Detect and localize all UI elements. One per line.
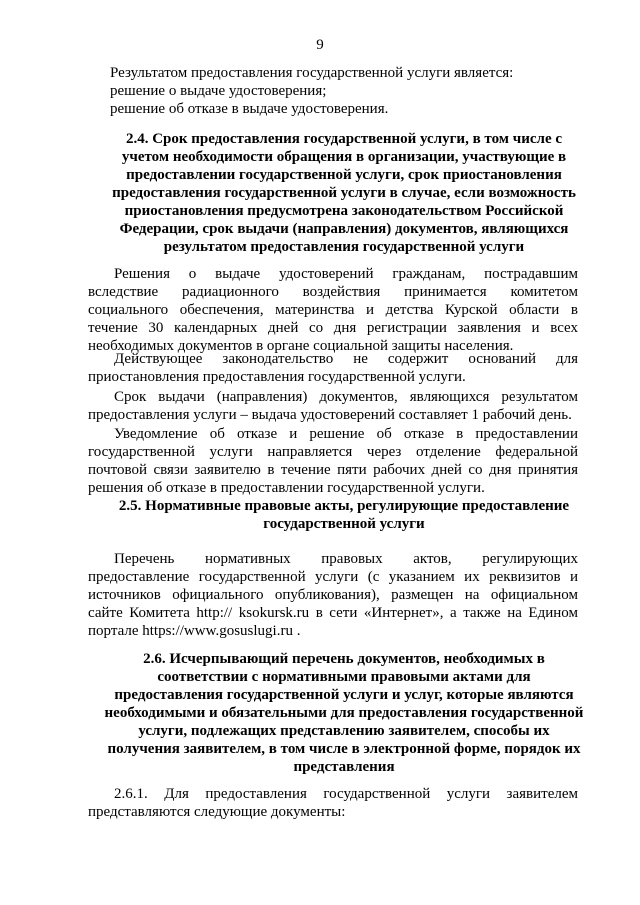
heading-line: предоставления государственной услуги и услуг, которые являются: [114, 687, 574, 703]
heading-line: 2.6. Исчерпывающий перечень документов, необходимых в: [143, 651, 545, 667]
heading-line: приостановления предусмотрена законодательством Российской: [124, 203, 564, 219]
heading-line: Федерации, срок выдачи (направления) документов, являющихся: [119, 221, 569, 237]
intro-line: решение об отказе в выдаче удостоверения.: [110, 101, 389, 117]
page-number: 9: [316, 37, 324, 53]
heading-line: необходимыми и обязательными для предоставления государственной: [104, 705, 584, 721]
paragraph-line: сайте Комитета http:// ksokursk.ru в сети «Интернет», а также на Едином: [88, 605, 578, 621]
heading-line: предоставления государственной услуги в случае, если возможность: [112, 185, 576, 201]
paragraph-line: необходимых документов в органе социальной защиты населения.: [88, 338, 514, 354]
paragraph-line: предоставление государственной услуги (с указанием их реквизитов и: [88, 569, 578, 585]
heading-line: получения заявителем, в том числе в электронной форме, порядок их: [107, 741, 581, 757]
paragraph-line: вследствие радиационного воздействия принимается комитетом: [88, 284, 578, 300]
paragraph-line: решения об отказе в предоставлении государственной услуги.: [88, 480, 485, 496]
paragraph-line: приостановления предоставления государственной услуги.: [88, 369, 466, 385]
paragraph-line: почтовой связи заявителю в течение пяти рабочих дней со дня принятия: [88, 462, 578, 478]
intro-block: [110, 64, 578, 118]
paragraph-line: 2.6.1. Для предоставления государственной услуги заявителем: [114, 786, 578, 802]
intro-line: Результатом предоставления государственной услуги является:: [110, 65, 514, 81]
paragraph-line: социального обеспечения, материнства и детства Курской области в: [88, 302, 578, 318]
paragraph-line: предоставления услуги – выдача удостоверений составляет 1 рабочий день.: [88, 407, 572, 423]
paragraph-line: портале https://www.gosuslugi.ru .: [88, 623, 301, 639]
section-2-4-para-3: [88, 388, 578, 424]
paragraph-line: Перечень нормативных правовых актов, регулирующих: [114, 551, 578, 567]
paragraph-line: государственной услуги направляется через отделение федеральной: [88, 444, 578, 460]
heading-line: учетом необходимости обращения в организации, участвующие в: [121, 149, 567, 165]
paragraph-line: течение 30 календарных дней со дня регистрации заявления и всех: [88, 320, 578, 336]
heading-line: предоставлении государственной услуги, срок приостановления: [126, 167, 562, 183]
heading-line: услуги, подлежащих представлению заявителем, способы их: [138, 723, 550, 739]
paragraph-line: представляются следующие документы:: [88, 804, 346, 820]
heading-line: 2.5. Нормативные правовые акты, регулирующие предоставление: [118, 498, 570, 514]
section-2-4-para-1: [88, 265, 578, 355]
section-2-5-heading: [100, 497, 588, 533]
heading-line: государственной услуги: [263, 516, 425, 532]
section-2-4-heading: [100, 130, 588, 256]
paragraph-line: Действующее законодательство не содержит оснований для: [114, 351, 578, 367]
heading-line: представления: [293, 759, 395, 775]
section-2-6-heading: [100, 650, 588, 776]
section-2-4-para-4: [88, 425, 578, 497]
heading-line: 2.4. Срок предоставления государственной услуги, в том числе с: [125, 131, 563, 147]
paragraph-line: источников официального опубликования), размещен на официальном: [88, 587, 578, 603]
intro-line: решение о выдаче удостоверения;: [110, 83, 327, 99]
section-2-5-para-1: [88, 550, 578, 640]
paragraph-line: Решения о выдаче удостоверений гражданам, пострадавшим: [114, 266, 578, 282]
heading-line: результатом предоставления государственной услуги: [163, 239, 525, 255]
section-2-4-para-2: [88, 350, 578, 386]
heading-line: соответствии с нормативными правовыми актами для: [157, 669, 531, 685]
section-2-6-para-1: [88, 785, 578, 821]
paragraph-line: Уведомление об отказе и решение об отказе в предоставлении: [114, 426, 578, 442]
paragraph-line: Срок выдачи (направления) документов, являющихся результатом: [114, 389, 578, 405]
